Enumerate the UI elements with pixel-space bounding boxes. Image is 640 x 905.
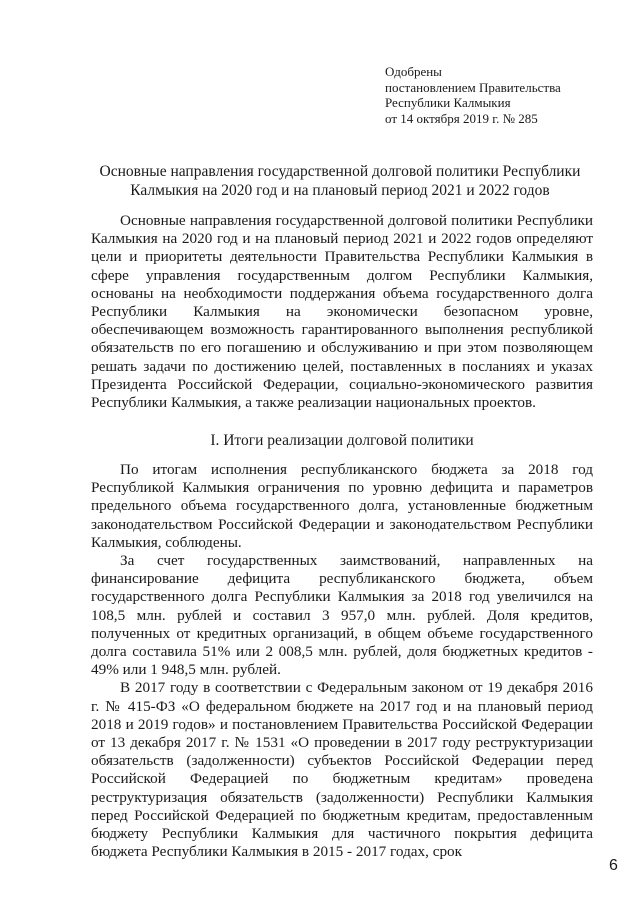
title-line: Основные направления государственной долговой политики Республики bbox=[99, 163, 581, 180]
approval-line: Одобрены bbox=[385, 64, 442, 79]
paragraph: За счет государственных заимствований, направленных на финансирование дефицита республиканского бюджета, объем государственного долга Республики Калмыкия за 2018 год увеличился на 108,5 млн. рублей и составил 3 957,0 млн. рублей. Доля кредитов, полученных от кредитных организаций, в общем объеме государственного долга составила 51% или 2 008,5 млн. рублей, доля бюджетных кредитов - 49% или 1 948,5 млн. рублей. bbox=[91, 552, 593, 679]
title-line: Калмыкия на 2020 год и на плановый период 2021 и 2022 годов bbox=[130, 181, 550, 199]
approval-line: постановлением Правительства bbox=[385, 79, 561, 95]
section-heading: I. Итоги реализации долговой политики bbox=[210, 432, 474, 449]
section-body bbox=[91, 461, 593, 861]
approval-line: Республики Калмыкия bbox=[385, 95, 511, 110]
approval-line: от 14 октября 2019 г. № 285 bbox=[385, 110, 538, 126]
document-title bbox=[90, 163, 590, 200]
intro-paragraph: Основные направления государственной долговой политики Республики Калмыкия на 2020 год и на плановый период 2021 и 2022 годов определяют цели и приоритеты деятельности Правительства Республики Калмыкия в сфере управления государственным долгом Республики Калмыкия, основаны на необходимости поддержания объема государственного долга Республики Калмыкия на экономически безопасном уровне, обеспечивающем возможность гарантированного выполнения республикой обязательств по его погашению и обслуживанию и при этом позволяющем решать задачи по достижению целей, поставленных в посланиях и указах Президента Российской Федерации, социально-экономического развития Республики Калмыкия, а также реализации национальных проектов. bbox=[91, 212, 593, 412]
intro-section bbox=[91, 212, 593, 412]
paragraph: По итогам исполнения республиканского бюджета за 2018 год Республикой Калмыкия ограничения по уровню дефицита и параметров предельного объема государственного долга, установленные бюджетным законодательством Российской Федерации и законодательством Республики Калмыкия, соблюдены. bbox=[91, 461, 593, 551]
paragraph: В 2017 году в соответствии с Федеральным законом от 19 декабря 2016 г. № 415-ФЗ «О федеральном бюджете на 2017 год и на плановый период 2018 и 2019 годов» и постановлением Правительства Российской Федерации от 13 декабря 2017 г. № 1531 «О проведении в 2017 году реструктуризации обязательств (задолженности) субъектов Российской Федерации перед Российской Федерацией по бюджетным кредитам» проведена реструктуризация обязательств (задолженности) Республики Калмыкия перед Российской Федерацией по бюджетным кредитам, предоставленным бюджету Республики Калмыкия для частичного покрытия дефицита бюджета Республики Калмыкия в 2015 - 2017 годах, срок bbox=[91, 679, 593, 861]
page-number: 6 bbox=[609, 857, 618, 874]
approval-stamp bbox=[385, 64, 625, 126]
